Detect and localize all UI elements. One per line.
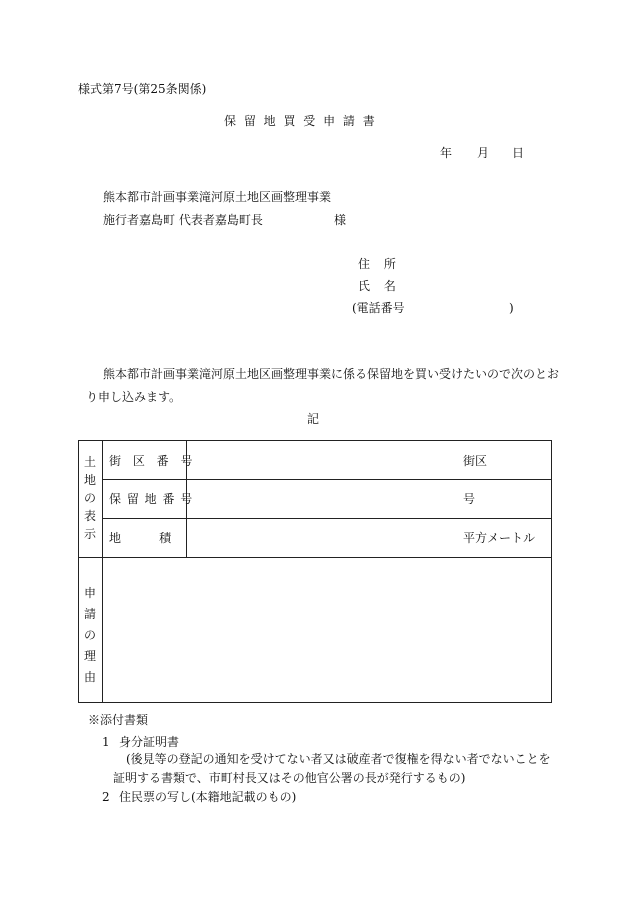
date-year: 年 bbox=[440, 146, 453, 160]
date-month: 月 bbox=[477, 146, 490, 160]
table-divider bbox=[102, 479, 552, 480]
table-divider bbox=[102, 518, 552, 519]
body-text-line1: 熊本都市計画事業滝河原土地区画整理事業に係る保留地を買い受けたいので次のとお bbox=[103, 367, 560, 381]
addressee-executor: 施行者嘉島町 代表者嘉島町長 bbox=[103, 213, 263, 227]
body-text-line2: り申し込みます。 bbox=[86, 390, 182, 404]
area-label: 地 積 bbox=[109, 531, 172, 545]
attachment-2-number: 2 bbox=[102, 790, 110, 804]
page-title: 保 留 地 買 受 申 請 書 bbox=[224, 114, 377, 128]
area-unit: 平方メートル bbox=[463, 531, 536, 545]
reason-label: 申 請 の 理 由 bbox=[83, 586, 96, 684]
addressee-honorific: 様 bbox=[334, 213, 347, 227]
form-number: 様式第7号(第25条関係) bbox=[78, 82, 207, 96]
address-label: 住 所 bbox=[358, 257, 401, 271]
attachment-1-note-line1: (後見等の登記の通知を受けてない者又は破産者で復権を得ない者でないことを bbox=[126, 752, 551, 766]
land-section-label: 土 地 の 表 示 bbox=[83, 455, 96, 541]
attachment-1-number: 1 bbox=[102, 735, 110, 749]
attachment-2-label: 住民票の写し(本籍地記載のもの) bbox=[119, 790, 297, 804]
attachments-heading: ※添付書類 bbox=[88, 713, 149, 727]
date-day: 日 bbox=[512, 146, 525, 160]
attachment-1-label: 身分証明書 bbox=[119, 735, 180, 749]
block-number-unit: 街区 bbox=[463, 454, 488, 468]
reserved-lot-number-label: 保 留 地 番 号 bbox=[109, 492, 194, 506]
table-divider bbox=[102, 440, 103, 703]
attachment-1-note-line2: 証明する書類で、市町村長又はその他官公署の長が発行するもの) bbox=[113, 771, 466, 785]
addressee-project: 熊本都市計画事業滝河原土地区画整理事業 bbox=[103, 190, 332, 204]
ki-label: 記 bbox=[307, 412, 320, 426]
block-number-label: 街 区 番 号 bbox=[109, 454, 197, 468]
phone-label: (電話番号 bbox=[352, 301, 405, 315]
phone-close-paren: ) bbox=[509, 301, 514, 315]
name-label: 氏 名 bbox=[358, 279, 401, 293]
table-divider bbox=[78, 557, 552, 558]
reserved-lot-number-unit: 号 bbox=[463, 492, 476, 506]
